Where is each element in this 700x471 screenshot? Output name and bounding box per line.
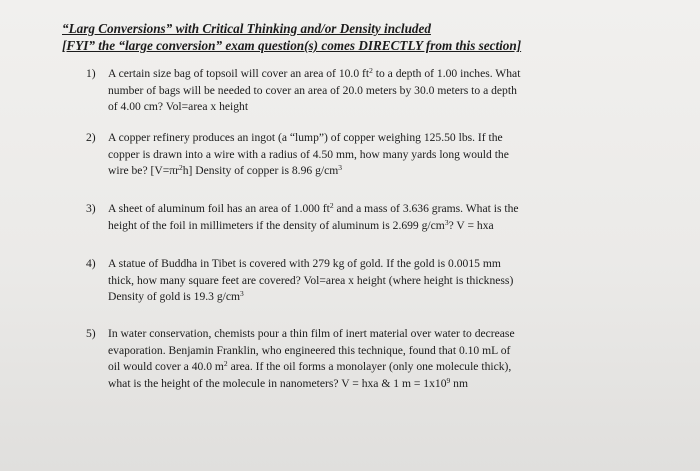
question-4: 4) A statue of Buddha in Tibet is covered with 279 kg of gold. If the gold is 0.0015 mm thick, how many square feet are covered? Vol=area x height (where height is thickness) Density of gold is 19.3 $g/cm^3$: [86, 257, 514, 304]
question-1: 1) A certain size bag of topsoil will cover an area of 10.0 $ft^2$ to a depth of 1.00 inches. What number of bags will be needed to cover an area of 20.0 meters by 30.0 meters to a depth of 4.00 cm? Vol=area x height: [86, 66, 521, 114]
question-2: 2) A copper refinery produces an ingot (a “lump”) of copper weighing 125.50 lbs. If the copper is drawn into a wire with a radius of 4.50 mm, how many yards long would the wire be? $[V=\pi r^2h]$ Density of copper is 8.96 $g/cm^3$: [86, 131, 509, 178]
header-subtitle: [FYI” the “large conversion” exam question(s) comes DIRECTLY from this section]: [62, 38, 522, 53]
question-number: 2): [86, 131, 96, 144]
question-5: 5) In water conservation, chemists pour a thin film of inert material over water to decrease evaporation. Benjamin Franklin, who engineered this technique, found that 0.10 mL of oil would cover a 40.0 $m^2$ area. If the oil forms a monolayer (only one molecule thick), what is the height of the molecule in nanometers? V = hxa & 1 $m = 1x10^9$ nm: [86, 327, 515, 390]
worksheet-header: [62, 20, 521, 54]
question-3: 3) A sheet of aluminum foil has an area of 1.000 $ft^2$ and a mass of 3.636 grams. What is the height of the foil in millimeters if the density of aluminum is 2.699 $g/cm^3$? V = hxa: [86, 201, 519, 232]
question-number: 3): [86, 202, 96, 215]
question-number: 1): [86, 67, 96, 80]
question-number: 4): [86, 257, 96, 270]
question-number: 5): [86, 327, 96, 340]
header-title: “Larg Conversions” with Critical Thinking and/or Density included: [62, 21, 431, 36]
